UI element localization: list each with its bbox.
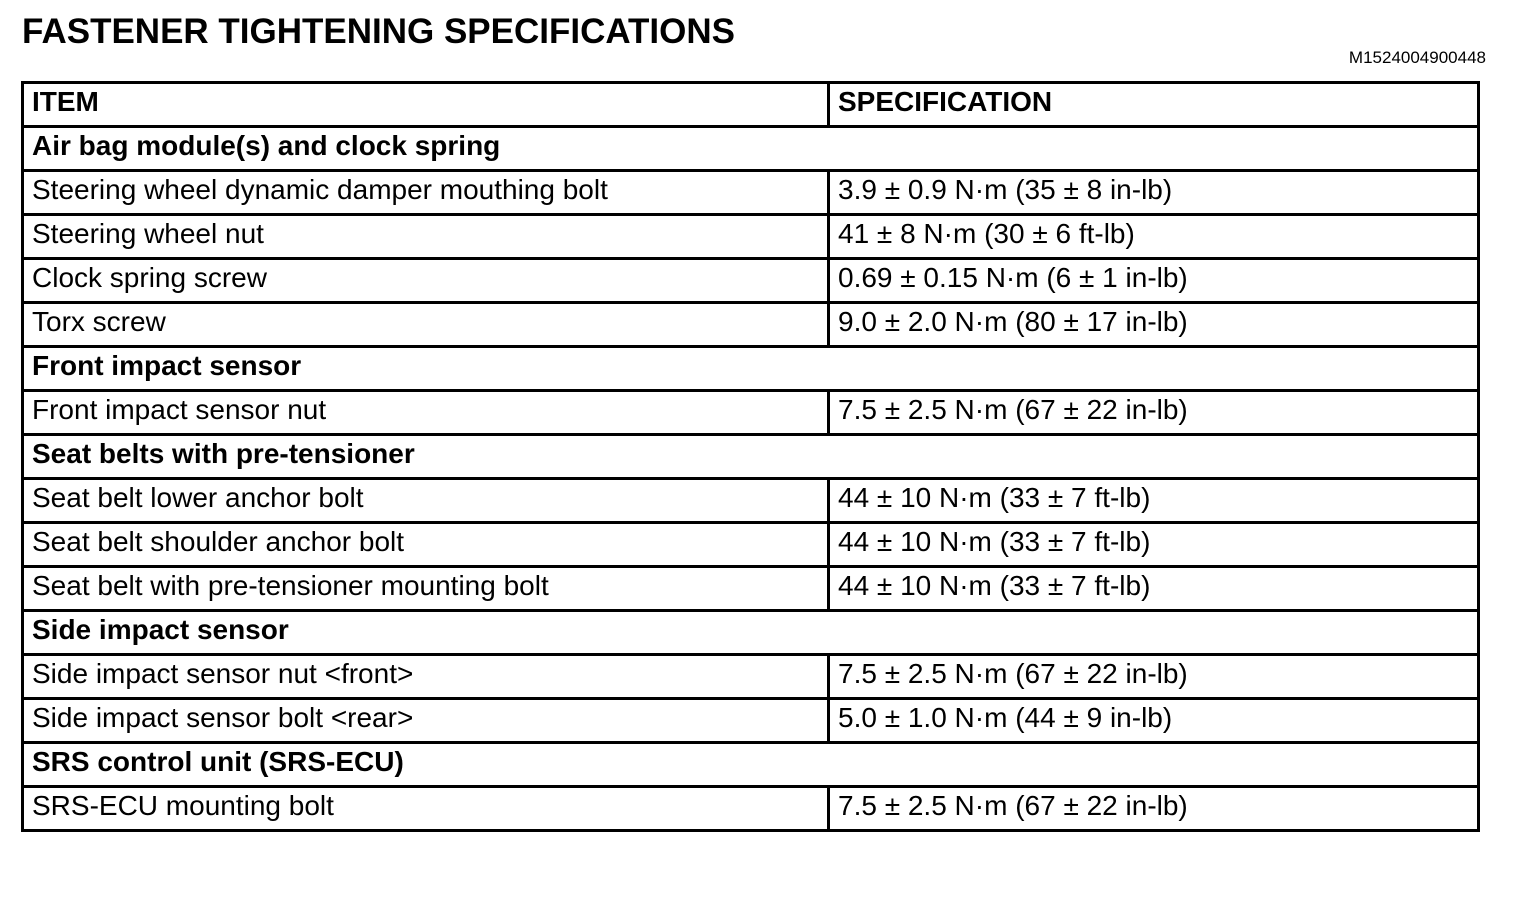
table-row [23, 523, 1479, 567]
section-heading: SRS control unit (SRS-ECU) [23, 743, 1479, 787]
specification-cell: 44 ± 10 N·m (33 ± 7 ft-lb) [829, 523, 1479, 567]
section-row [23, 347, 1479, 391]
fastener-spec-table [21, 81, 1480, 832]
specification-cell: 7.5 ± 2.5 N·m (67 ± 22 in-lb) [829, 655, 1479, 699]
item-cell: SRS-ECU mounting bolt [23, 787, 829, 831]
table-body [23, 127, 1479, 831]
specification-cell: 44 ± 10 N·m (33 ± 7 ft-lb) [829, 479, 1479, 523]
item-cell: Seat belt with pre-tensioner mounting bolt [23, 567, 829, 611]
section-row [23, 743, 1479, 787]
header-specification: SPECIFICATION [829, 83, 1479, 127]
item-cell: Seat belt shoulder anchor bolt [23, 523, 829, 567]
table-row [23, 215, 1479, 259]
section-heading: Side impact sensor [23, 611, 1479, 655]
specification-cell: 7.5 ± 2.5 N·m (67 ± 22 in-lb) [829, 787, 1479, 831]
table-row [23, 479, 1479, 523]
section-heading: Air bag module(s) and clock spring [23, 127, 1479, 171]
page-title: FASTENER TIGHTENING SPECIFICATIONS [22, 12, 736, 51]
item-cell: Steering wheel dynamic damper mouthing bolt [23, 171, 829, 215]
specification-cell: 3.9 ± 0.9 N·m (35 ± 8 in-lb) [829, 171, 1479, 215]
table-row [23, 391, 1479, 435]
document-code: M1524004900448 [1348, 48, 1486, 67]
item-cell: Torx screw [23, 303, 829, 347]
section-row [23, 127, 1479, 171]
section-heading: Front impact sensor [23, 347, 1479, 391]
item-cell: Steering wheel nut [23, 215, 829, 259]
section-row [23, 435, 1479, 479]
table-row [23, 655, 1479, 699]
table-row [23, 787, 1479, 831]
table-row [23, 303, 1479, 347]
table-row [23, 171, 1479, 215]
item-cell: Seat belt lower anchor bolt [23, 479, 829, 523]
header-item: ITEM [23, 83, 829, 127]
specification-cell: 5.0 ± 1.0 N·m (44 ± 9 in-lb) [829, 699, 1479, 743]
table-row [23, 259, 1479, 303]
section-heading: Seat belts with pre-tensioner [23, 435, 1479, 479]
table-header-row [23, 83, 1479, 127]
item-cell: Side impact sensor nut <front> [23, 655, 829, 699]
section-row [23, 611, 1479, 655]
item-cell: Front impact sensor nut [23, 391, 829, 435]
item-cell: Clock spring screw [23, 259, 829, 303]
specification-cell: 7.5 ± 2.5 N·m (67 ± 22 in-lb) [829, 391, 1479, 435]
table-row [23, 699, 1479, 743]
specification-cell: 41 ± 8 N·m (30 ± 6 ft-lb) [829, 215, 1479, 259]
item-cell: Side impact sensor bolt <rear> [23, 699, 829, 743]
table-row [23, 567, 1479, 611]
specification-cell: 0.69 ± 0.15 N·m (6 ± 1 in-lb) [829, 259, 1479, 303]
specification-cell: 44 ± 10 N·m (33 ± 7 ft-lb) [829, 567, 1479, 611]
specification-cell: 9.0 ± 2.0 N·m (80 ± 17 in-lb) [829, 303, 1479, 347]
